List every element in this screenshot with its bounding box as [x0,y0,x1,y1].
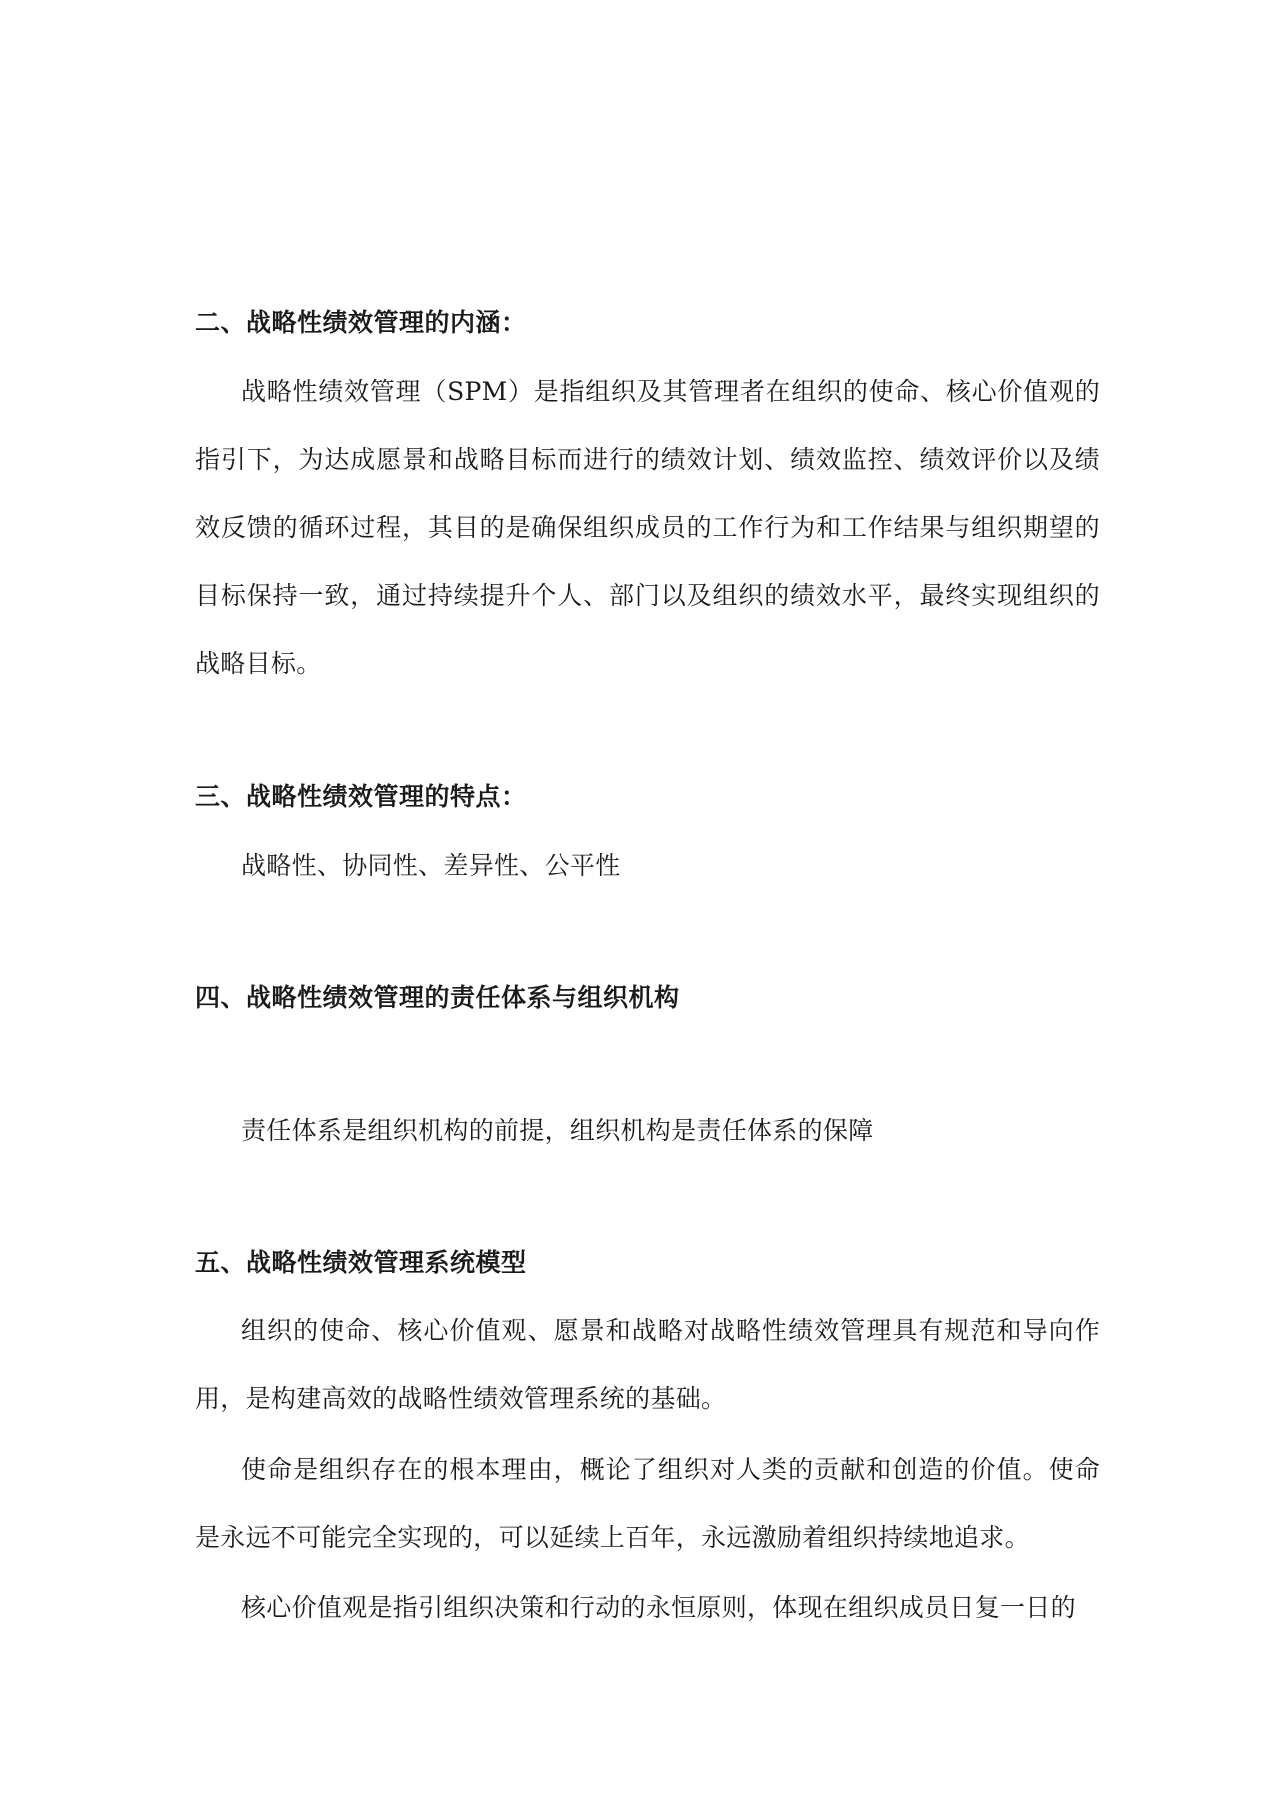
paragraph-responsibility: 责任体系是组织机构的前提，组织机构是责任体系的保障 [241,1116,874,1145]
section-heading-connotation: 二、战略性绩效管理的内涵： [195,308,527,337]
section-heading-responsibility: 四、战略性绩效管理的责任体系与组织机构 [195,983,680,1012]
paragraph-system-model-foundation: 组织的使命、核心价值观、愿景和战略对战略性绩效管理具有规范和导向作用，是构建高效的战略性绩效管理系统的基础。 [195,1316,1100,1413]
section-heading-system-model: 五、战略性绩效管理系统模型 [195,1248,527,1277]
paragraph-mission: 使命是组织存在的根本理由，概论了组织对人类的贡献和创造的价值。使命是永远不可能完全实现的，可以延续上百年，永远激励着组织持续地追求。 [195,1455,1100,1552]
paragraph-features: 战略性、协同性、差异性、公平性 [241,851,621,880]
paragraph-connotation: 战略性绩效管理（SPM）是指组织及其管理者在组织的使命、核心价值观的指引下，为达成愿景和战略目标而进行的绩效计划、绩效监控、绩效评价以及绩效反馈的循环过程，其目的是确保组织成员的工作行为和工作结果与组织期望的目标保持一致，通过持续提升个人、部门以及组织的绩效水平，最终实现组织的战略目标。 [195,377,1100,678]
paragraph-core-values: 核心价值观是指引组织决策和行动的永恒原则，体现在组织成员日复一日的 [241,1593,1076,1622]
section-heading-features: 三、战略性绩效管理的特点： [195,782,527,811]
